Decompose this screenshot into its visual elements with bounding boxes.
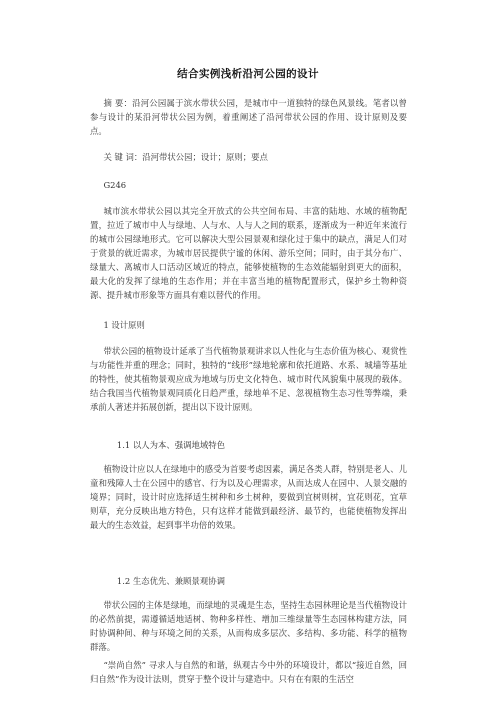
section-heading-1-2: 1.2 生态优先、兼顾景观协调 (116, 576, 225, 586)
section-heading-1-1: 1.1 以人为本、强调地域特色 (116, 440, 225, 450)
classification-code: G246 (103, 180, 127, 190)
section-1-2-paragraph: 带状公园的主体是绿地，而绿地的灵魂是生态，坚持生态园林理论是当代植物设计的必然前提，需遵循适地适树、物种多样性、增加三维绿量等生态园林构建方法，同时协调种间、种与环境之间的关系，从而构成多层次、多结构、多功能、科学的植物群落。 (90, 600, 407, 652)
section-1-1-paragraph: 植物设计应以人在绿地中的感受为首要考虑因素，满足各类人群，特别是老人、儿童和残障人士在公园中的感官、行为以及心理需求，从而达成人在园中、人景交融的境界；同时，设计时应选择适生树种和乡土树种，要做到宜树则树，宜花则花，宜草则草，充分反映出地方特色，只有这样才能做到最经济、最节约，也能使植物发挥出最大的生态效益，起到事半功倍的效果。 (90, 464, 407, 530)
document-title: 结合实例浅析沿河公园的设计 (177, 68, 319, 80)
section-1-paragraph: 带状公园的植物设计延承了当代植物景观讲求以人性化与生态价值为核心、观赏性与功能性并重的理念；同时，独特的“线形”绿地轮廓和依托道路、水系、城墙等基址的特性，使其植物景观应成为地域与历史文化特色、城市时代风貌集中展现的载体。结合我国当代植物景观同质化日趋严重，绿地单不足、忽视植物生态习性等弊端，秉承前人著述并拓展创新，提出以下设计原则。 (90, 346, 407, 412)
keywords-line: 关 键 词：沿河带状公园；设计；原则；要点 (103, 152, 268, 162)
section-heading-1: 1 设计原则 (103, 320, 145, 330)
quote-paragraph: “崇尚自然” 寻求人与自然的和谐，纵观古今中外的环境设计，都以“接近自然，回归自然”作为设计法则，贯穿于整个设计与建造中。只有在有限的生活空 (90, 660, 407, 684)
abstract-paragraph: 摘 要：沿河公园属于滨水带状公园，是城市中一道独特的绿色风景线。笔者以曾参与设计的某沿河带状公园为例，着重阐述了沿河带状公园的作用、设计原则及要点。 (90, 98, 407, 136)
intro-paragraph: 城市滨水带状公园以其完全开放式的公共空间布局、丰富的陆地、水域的植物配置，拉近了城市中人与绿地、人与水、人与人之间的联系，逐渐成为一种近年来流行的城市公园绿地形式。它可以解决大型公园景观和绿化过于集中的缺点，满足人们对于赏景的就近需求，为城市居民提供宁谧的休闲、游乐空间；同时，由于其分布广、绿量大、离城市人口活动区域近的特点，能够使植物的生态效能辐射到更大的面积，最大化的发挥了绿地的生态作用；并在丰富当地的植物配置形式，保护乡土物种资源、提升城市形象等方面具有难以替代的作用。 (90, 206, 407, 300)
